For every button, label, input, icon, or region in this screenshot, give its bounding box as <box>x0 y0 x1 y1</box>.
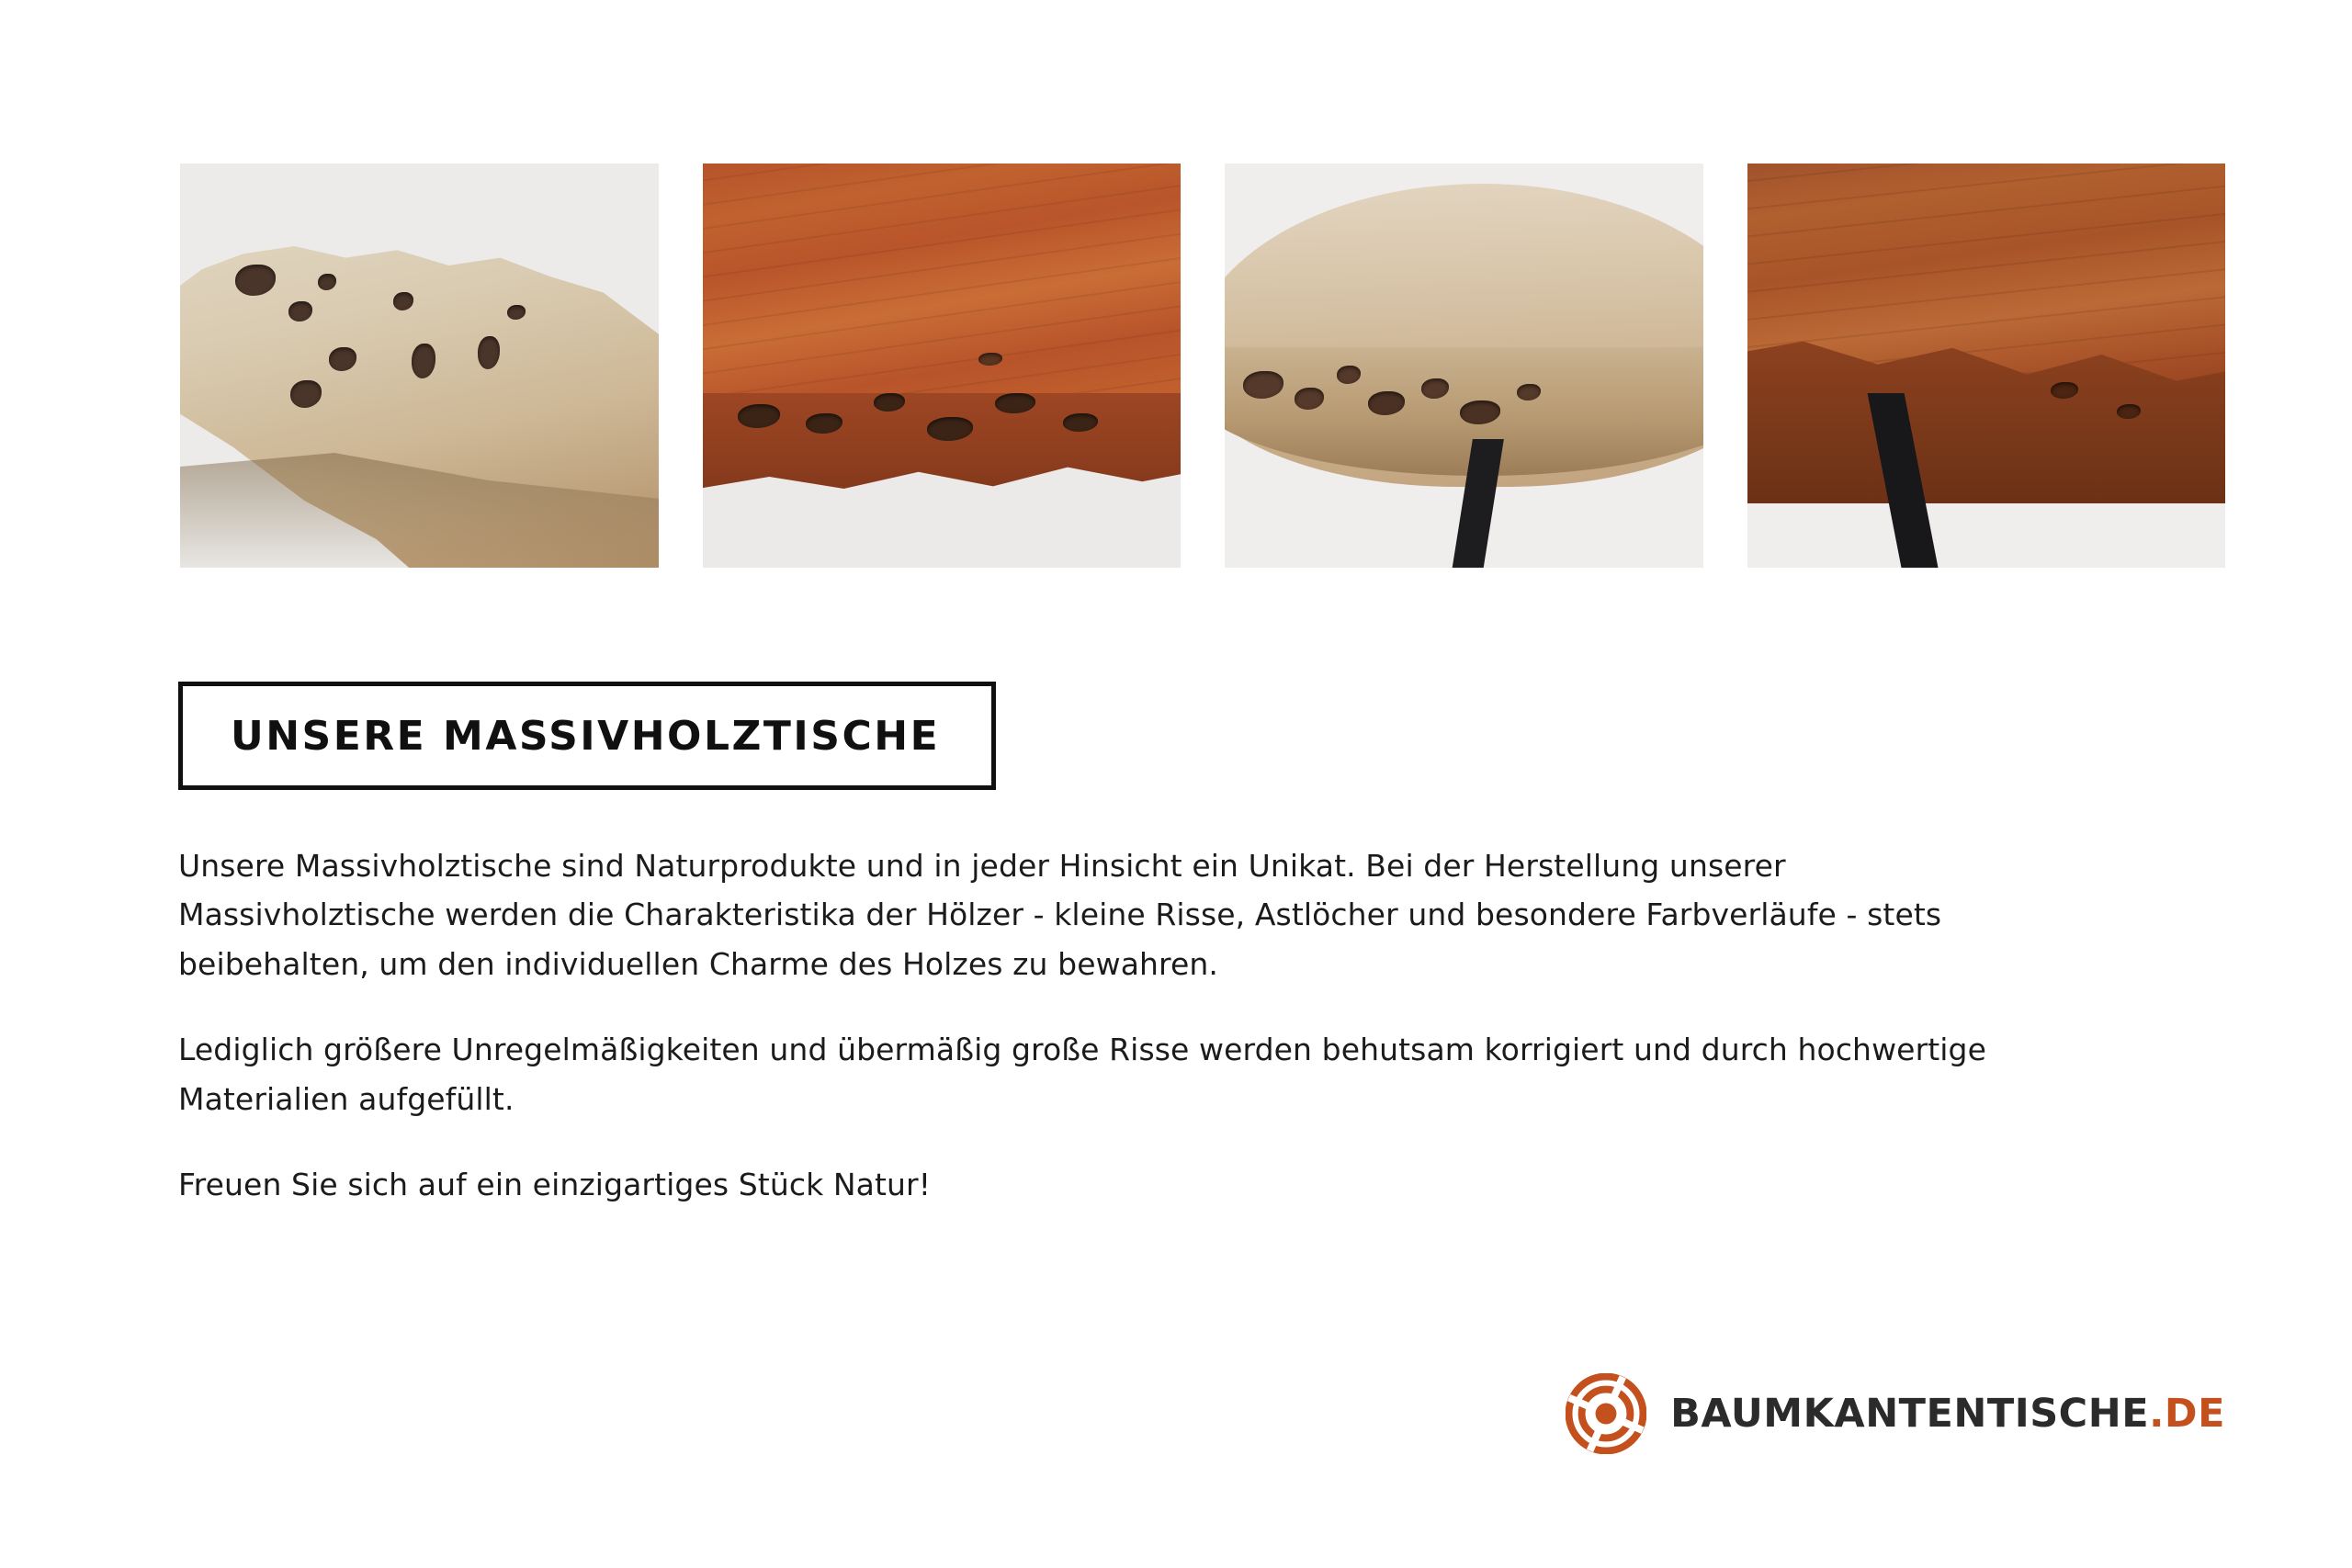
gallery-image-2 <box>703 164 1182 568</box>
paragraph-2: Lediglich größere Unregelmäßigkeiten und übermäßig große Risse werden behutsam korrigiert und durch hochwertige Materialien aufgefüllt. <box>178 1032 1986 1117</box>
brand-logo <box>1566 1373 2225 1454</box>
gallery-image-4 <box>1747 164 2226 568</box>
image-gallery <box>180 164 2225 568</box>
body-copy <box>178 841 2025 1210</box>
paragraph-1: Unsere Massivholztische sind Naturprodukte und in jeder Hinsicht ein Unikat. Bei der Herstellung unserer Massivholztische werden die Charakteristika der Hölzer - kleine Risse, Astlöcher und besondere Farbverläufe - stets beibehalten, um den individuellen Charme des Holzes zu bewahren. <box>178 848 1942 982</box>
brand-wordmark <box>1670 1391 2225 1437</box>
brand-name: BAUMKANTENTISCHE <box>1670 1391 2150 1437</box>
paragraph-3: Freuen Sie sich auf ein einzigartiges Stück Natur! <box>178 1167 932 1203</box>
brand-tld: .DE <box>2149 1391 2225 1437</box>
section-headline-box <box>178 682 996 790</box>
concentric-target-icon <box>1566 1373 1646 1454</box>
gallery-image-3 <box>1225 164 1703 568</box>
wood-grain-texture <box>703 164 1182 434</box>
page-title: UNSERE MASSIVHOLZTISCHE <box>231 712 941 760</box>
gallery-image-1 <box>180 164 659 568</box>
